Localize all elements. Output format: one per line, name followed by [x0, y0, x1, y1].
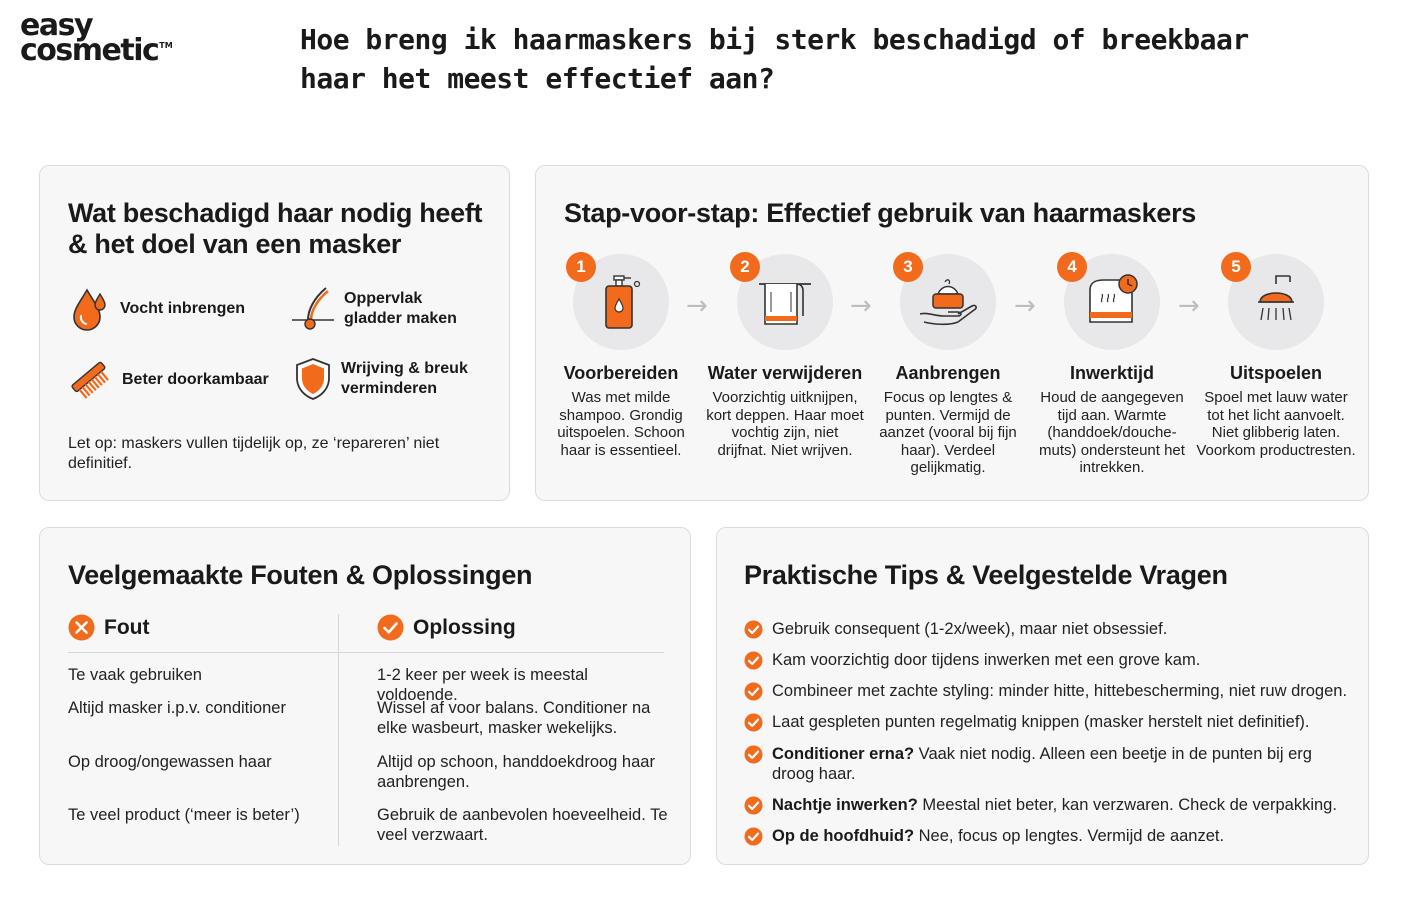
tip-text: Gebruik consequent (1-2x/week), maar niet obsessief. — [772, 620, 1168, 638]
need-label: Wrijving & breuk verminderen — [341, 360, 468, 397]
step-1 — [541, 254, 701, 459]
tip-text: Kam voorzichtig door tijdens inwerken met een grove kam. — [772, 651, 1201, 669]
step-5 — [1196, 254, 1356, 459]
column-label: Fout — [104, 615, 150, 639]
hand-with-cream-icon — [918, 272, 978, 332]
need-label: Vocht inbrengen — [120, 300, 246, 317]
brand-line-1: easy — [20, 8, 93, 43]
tip-text: Laat gespleten punten regelmatig knippen (masker herstelt niet definitief). — [772, 713, 1310, 731]
arrow-icon: → — [686, 291, 708, 321]
needs-title: Wat beschadigd haar nodig heeft & het doel van een masker — [68, 198, 483, 259]
mistakes-title: Veelgemaakte Fouten & Oplossingen — [68, 560, 533, 590]
need-item-comb — [68, 358, 269, 402]
mistakes-card — [39, 527, 691, 865]
tip-text: Combineer met zachte styling: minder hitte, hittebescherming, niet ruw drogen. — [772, 682, 1348, 700]
need-label: Oppervlak gladder maken — [344, 290, 457, 327]
brand-line-2: cosmetic — [20, 32, 159, 68]
arrow-icon: → — [850, 291, 872, 321]
checkmark-icon — [744, 620, 763, 639]
arrow-icon: → — [1178, 291, 1200, 321]
water-drops-icon — [70, 286, 112, 332]
cross-icon — [68, 614, 95, 641]
step-name: Water verwijderen — [707, 363, 863, 383]
column-header-fout — [68, 614, 149, 641]
step-number: 2 — [730, 252, 760, 282]
shield-icon — [293, 356, 333, 402]
step-name: Inwerktijd — [1069, 363, 1154, 383]
solution-cell: Altijd op schoon, handdoekdroog haar aanbrengen. — [377, 753, 655, 791]
step-name: Uitspoelen — [1229, 363, 1322, 383]
step-description: Spoel met lauw water tot het licht aanvoelt. Niet glibberig laten. Voorkom productresten. — [1196, 389, 1356, 459]
checkmark-icon — [744, 651, 763, 670]
need-label: Beter doorkambaar — [122, 371, 269, 388]
mistake-cell: Altijd masker i.p.v. conditioner — [68, 699, 286, 717]
steps-title: Stap-voor-stap: Effectief gebruik van haarmaskers — [564, 198, 1197, 228]
mistake-cell: Te vaak gebruiken — [68, 666, 202, 684]
tip-item — [744, 681, 1354, 701]
need-item-moisture — [70, 286, 245, 332]
need-item-smooth — [290, 284, 474, 334]
mistake-cell: Te veel product (‘meer is beter’) — [68, 806, 300, 824]
checkmark-icon — [744, 796, 763, 815]
step-description: Was met milde shampoo. Grondig uitspoelen. Schoon haar is essentieel. — [557, 389, 685, 459]
needs-card — [39, 165, 510, 501]
brand-logo — [20, 8, 173, 68]
shampoo-bottle-icon — [591, 272, 651, 332]
tips-title: Praktische Tips & Veelgestelde Vragen — [744, 560, 1228, 590]
tip-text: Conditioner erna? Vaak niet nodig. Alleen een beetje in de punten bij erg droog haar. — [772, 745, 1312, 783]
step-description: Voorzichtig uitknijpen, kort deppen. Haar moet vochtig zijn, niet drijfnat. Niet wrijven. — [706, 389, 864, 459]
step-number: 1 — [566, 252, 596, 282]
solution-cell: Wissel af voor balans. Conditioner na elke wasbeurt, masker wekelijks. — [377, 699, 651, 737]
hair-strand-icon — [290, 284, 336, 334]
tip-text: Nachtje inwerken? Meestal niet beter, kan verzwaren. Check de verpakking. — [772, 796, 1337, 814]
solution-cell: Gebruik de aanbevolen hoeveelheid. Te veel verzwaart. — [377, 806, 668, 844]
brand-trademark: TM — [159, 40, 173, 50]
tip-item — [744, 795, 1354, 815]
checkmark-icon — [744, 745, 763, 764]
step-2 — [705, 254, 865, 459]
column-divider — [338, 614, 339, 846]
column-header-oplossing — [377, 614, 516, 641]
page-title: Hoe breng ik haarmaskers bij sterk beschadigd of breekbaar haar het meest effectief aan? — [300, 23, 1249, 95]
comb-icon — [68, 358, 114, 402]
tip-text: Op de hoofdhuid? Nee, focus op lengtes. Vermijd de aanzet. — [772, 827, 1225, 845]
column-label: Oplossing — [413, 615, 516, 639]
needs-note: Let op: maskers vullen tijdelijk op, ze ‘repareren’ niet definitief. — [68, 435, 440, 472]
step-name: Aanbrengen — [895, 363, 1001, 383]
solution-cell: 1-2 keer per week is meestal voldoende. — [377, 666, 588, 704]
step-3 — [868, 254, 1028, 477]
towel-icon — [755, 272, 815, 332]
step-number: 5 — [1221, 252, 1251, 282]
towel-timer-icon — [1082, 272, 1142, 332]
steps-card — [535, 165, 1369, 501]
need-item-shield — [293, 356, 481, 402]
shower-head-icon — [1246, 272, 1306, 332]
tip-item — [744, 619, 1354, 639]
step-number: 3 — [893, 252, 923, 282]
tip-item — [744, 650, 1354, 670]
step-name: Voorbereiden — [563, 363, 679, 383]
step-description: Focus op lengtes & punten. Vermijd de aanzet (vooral bij fijn haar). Verdeel gelijkmatig. — [879, 389, 1017, 476]
tip-item — [744, 712, 1354, 732]
mistake-cell: Op droog/ongewassen haar — [68, 753, 272, 771]
tip-item — [744, 826, 1354, 846]
checkmark-icon — [377, 614, 404, 641]
header-divider — [68, 652, 664, 653]
step-description: Houd de aangegeven tijd aan. Warmte (handdoek/douche-muts) ondersteunt het intrekken. — [1039, 389, 1185, 476]
checkmark-icon — [744, 827, 763, 846]
step-number: 4 — [1057, 252, 1087, 282]
step-4 — [1032, 254, 1192, 477]
tips-card — [716, 527, 1369, 865]
arrow-icon: → — [1014, 291, 1036, 321]
checkmark-icon — [744, 682, 763, 701]
checkmark-icon — [744, 713, 763, 732]
tip-item — [744, 744, 1354, 784]
